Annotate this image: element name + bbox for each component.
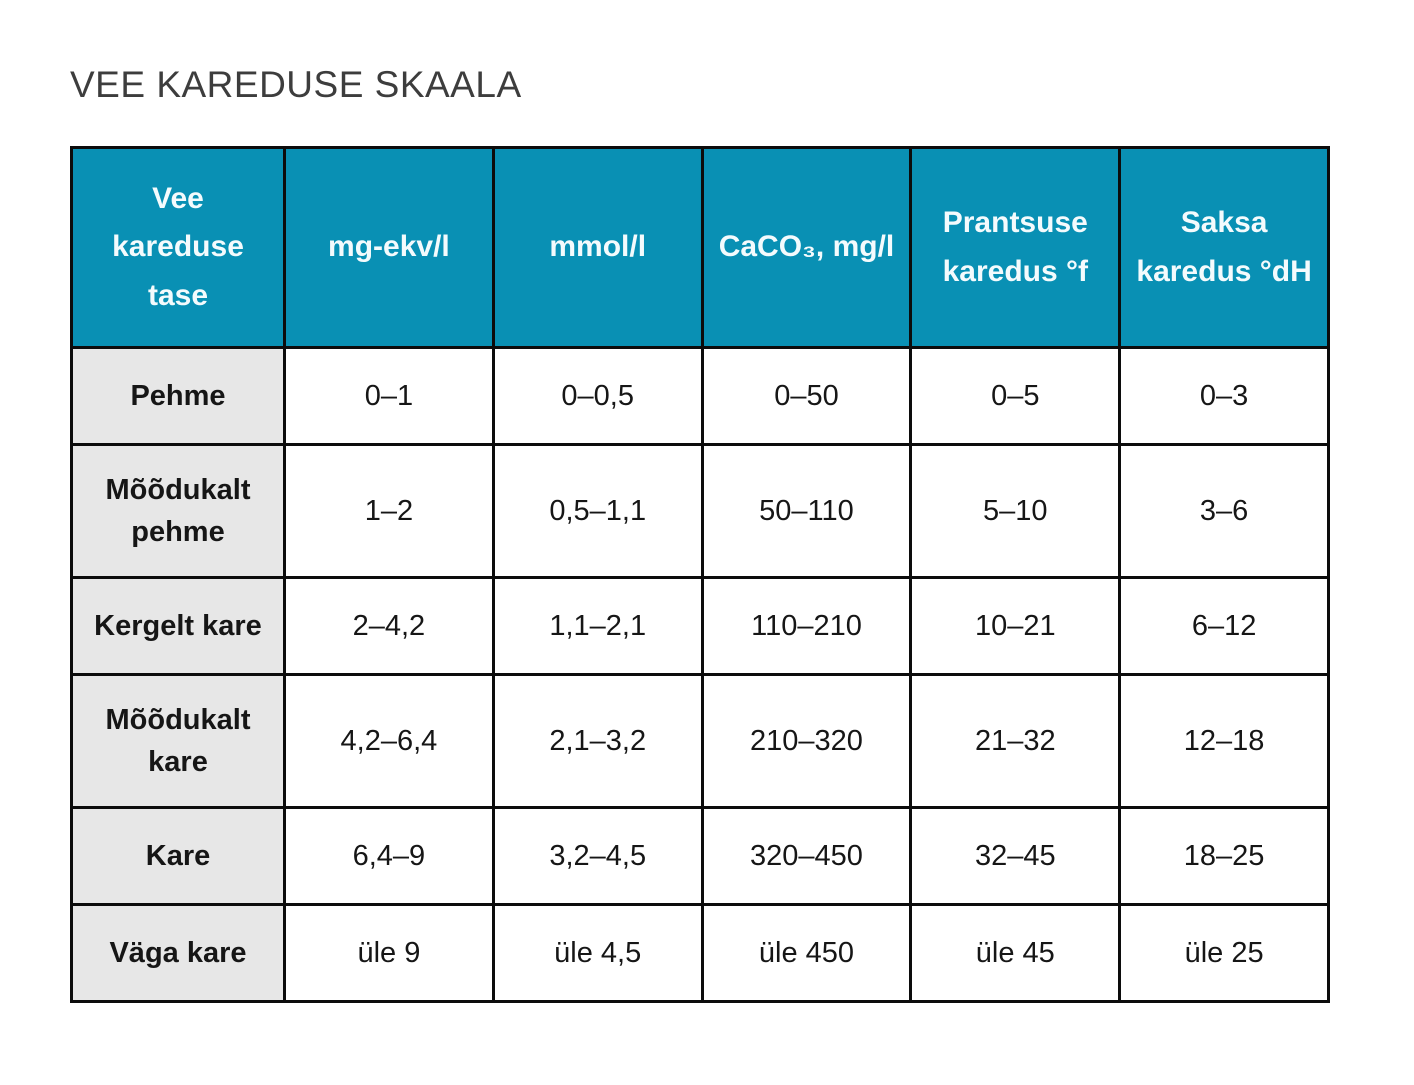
table-cell: üle 45 xyxy=(911,905,1120,1002)
column-header: CaCO₃, mg/l xyxy=(702,148,911,348)
row-label: Kare xyxy=(72,808,285,905)
table-cell: üle 9 xyxy=(285,905,494,1002)
column-header: mmol/l xyxy=(493,148,702,348)
row-label: Mõõdukalt pehme xyxy=(72,445,285,578)
table-cell: 6–12 xyxy=(1120,578,1329,675)
table-cell: 18–25 xyxy=(1120,808,1329,905)
row-label: Pehme xyxy=(72,348,285,445)
table-cell: 1,1–2,1 xyxy=(493,578,702,675)
table-cell: üle 25 xyxy=(1120,905,1329,1002)
table-cell: 0–0,5 xyxy=(493,348,702,445)
water-hardness-table xyxy=(70,146,1330,1003)
table-cell: 0–50 xyxy=(702,348,911,445)
table-cell: 0–1 xyxy=(285,348,494,445)
table-cell: 10–21 xyxy=(911,578,1120,675)
page-title: VEE KAREDUSE SKAALA xyxy=(70,64,522,105)
table-body xyxy=(72,348,1329,1002)
table-cell: 32–45 xyxy=(911,808,1120,905)
table-cell: 2,1–3,2 xyxy=(493,675,702,808)
table-row xyxy=(72,675,1329,808)
row-label: Väga kare xyxy=(72,905,285,1002)
table-cell: 6,4–9 xyxy=(285,808,494,905)
table-cell: 2–4,2 xyxy=(285,578,494,675)
table-cell: 110–210 xyxy=(702,578,911,675)
column-header: Prantsuse karedus °f xyxy=(911,148,1120,348)
table-cell: 3–6 xyxy=(1120,445,1329,578)
table-header-row xyxy=(72,148,1329,348)
column-header: Saksa karedus °dH xyxy=(1120,148,1329,348)
table-row xyxy=(72,905,1329,1002)
table-cell: 3,2–4,5 xyxy=(493,808,702,905)
table-cell: 50–110 xyxy=(702,445,911,578)
table-row xyxy=(72,348,1329,445)
table-cell: 1–2 xyxy=(285,445,494,578)
row-label: Mõõdukalt kare xyxy=(72,675,285,808)
table-cell: 4,2–6,4 xyxy=(285,675,494,808)
table-cell: 5–10 xyxy=(911,445,1120,578)
table-cell: 0–3 xyxy=(1120,348,1329,445)
table-cell: 210–320 xyxy=(702,675,911,808)
table-cell: 12–18 xyxy=(1120,675,1329,808)
table-row xyxy=(72,445,1329,578)
column-header: mg-ekv/l xyxy=(285,148,494,348)
table-cell: 0–5 xyxy=(911,348,1120,445)
column-header: Vee kareduse tase xyxy=(72,148,285,348)
row-label: Kergelt kare xyxy=(72,578,285,675)
table-cell: 320–450 xyxy=(702,808,911,905)
table-cell: üle 450 xyxy=(702,905,911,1002)
table-cell: 0,5–1,1 xyxy=(493,445,702,578)
table-row xyxy=(72,578,1329,675)
table-cell: üle 4,5 xyxy=(493,905,702,1002)
table-row xyxy=(72,808,1329,905)
table-header xyxy=(72,148,1329,348)
table-cell: 21–32 xyxy=(911,675,1120,808)
